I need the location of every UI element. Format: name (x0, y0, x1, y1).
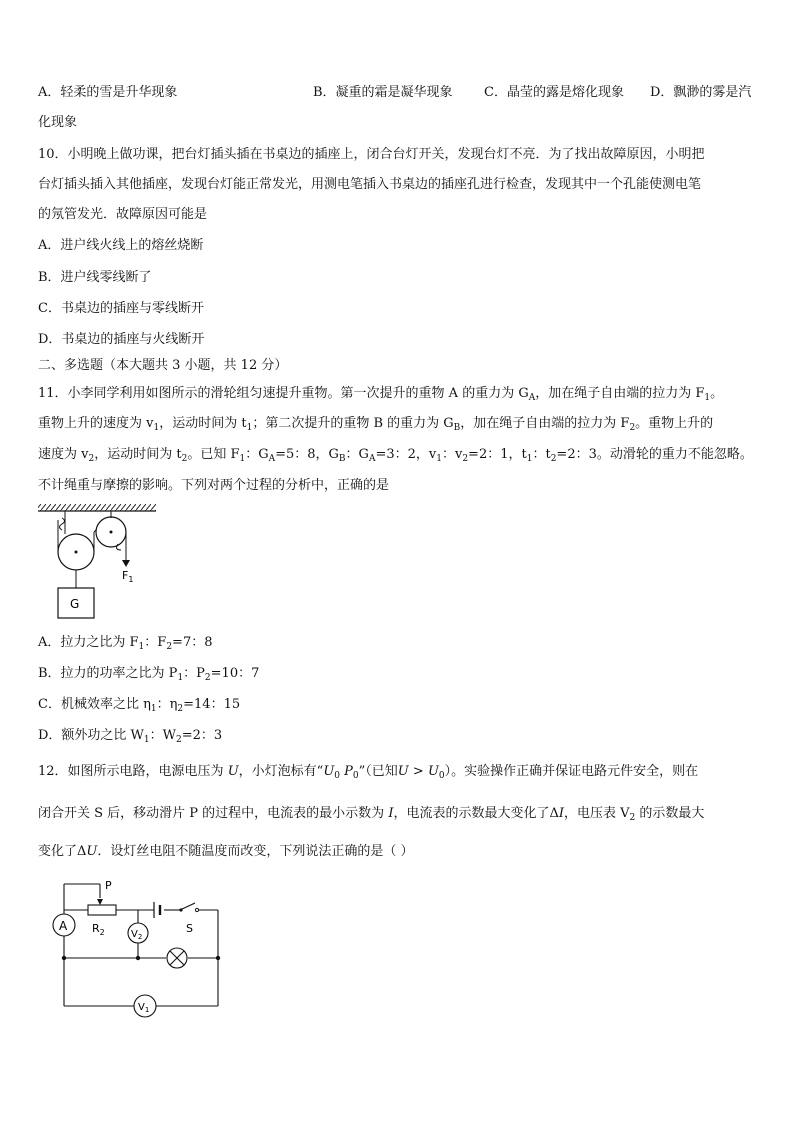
slider-label: P (105, 879, 112, 892)
voltmeter-v1-label: $V_1$ (138, 1002, 150, 1014)
ammeter-label: A (59, 919, 68, 933)
switch-s (179, 908, 182, 911)
q9-option-c: C．晶莹的露是熔化现象 (484, 85, 624, 100)
q9-option-d-cont: 化现象 (38, 115, 78, 130)
voltmeter-v2-label: $V_2$ (131, 929, 143, 941)
circuit-diagram (48, 876, 230, 1022)
q10-option-b: B．进户线零线断了 (38, 270, 152, 285)
slider-arrow (97, 899, 103, 905)
q11-line-4: 不计绳重与摩擦的影响。下列对两个过程的分析中，正确的是 (38, 478, 390, 493)
q11-line-3: 速度为 $v_2$，运动时间为 $t_2$。已知 $F_1$：$G_A=5$：8，$G_B$：$G_A=3$：2，$v_1$：$v_2=2$：1，$t_1$：$t_2=2$：3。动滑轮的重力不能忽略。 (38, 447, 753, 464)
q12-line-2: 闭合开关 S 后，移动滑片 P 的过程中，电流表的最小示数为 I，电流表的示数最大变化了ΔI，电压表 $V_2$ 的示数最大 (38, 806, 705, 823)
section-title: 二、多选题（本大题共 3 小题，共 12 分） (38, 358, 288, 373)
switch-label: S (186, 922, 193, 935)
q9-option-d: D．飘渺的雾是汽 (650, 85, 752, 100)
q11-option-d: D．额外功之比 $W_1$：$W_2=2$：3 (38, 728, 223, 745)
q11-option-b: B．拉力的功率之比为 $P_1$：$P_2=10$：7 (38, 666, 260, 683)
q11-option-c: C．机械效率之比 $\eta_1$：$\eta_2=14$：15 (38, 697, 241, 714)
q11-option-a: A．拉力之比为 $F_1$：$F_2=7$：8 (38, 635, 213, 652)
weight-label: G (70, 597, 80, 611)
q10-stem-3: 的氖管发光．故障原因可能是 (38, 207, 208, 222)
q9-option-b: B．凝重的霜是凝华现象 (313, 85, 453, 100)
q10-option-a: A．进户线火线上的熔丝烧断 (38, 238, 204, 253)
rheostat-r2 (88, 905, 116, 915)
q11-line-1: 11．小李同学利用如图所示的滑轮组匀速提升重物。第一次提升的重物 A 的重力为 $G_A$，加在绳子自由端的拉力为 $F_1$。 (38, 386, 724, 403)
q12-line-3: 变化了ΔU．设灯丝电阻不随温度而改变，下列说法正确的是（ ） (38, 844, 414, 859)
q10-stem-2: 台灯插头插入其他插座，发现台灯能正常发光，用测电笔插入书桌边的插座孔进行检查，发现其中一个孔能使测电笔 (38, 177, 702, 192)
q9-option-a: A．轻柔的雪是升华现象 (38, 85, 178, 100)
ceiling-hatch (38, 504, 156, 511)
q12-line-1: 12．如图所示电路，电源电压为 U，小灯泡标有“$U_0$ $P_0$”（已知$U > U_0$）。实验操作正确并保证电路元件安全，则在 (38, 764, 699, 781)
rheostat-label: $R_2$ (92, 922, 105, 937)
q10-option-d: D．书桌边的插座与火线断开 (38, 332, 205, 347)
q11-line-2: 重物上升的速度为 $v_1$，运动时间为 $t_1$；第二次提升的重物 B 的重力为 $G_B$，加在绳子自由端的拉力为 $F_2$。重物上升的 (38, 416, 714, 433)
force-label: $F_1$ (122, 569, 134, 584)
q10-option-c: C．书桌边的插座与零线断开 (38, 301, 204, 316)
pulley-diagram (36, 504, 162, 624)
q10-stem-1: 10．小明晚上做功课，把台灯插头插在书桌边的插座上，闭合台灯开关，发现台灯不亮．为了找出故障原因，小明把 (38, 147, 705, 162)
force-arrow (122, 560, 130, 567)
